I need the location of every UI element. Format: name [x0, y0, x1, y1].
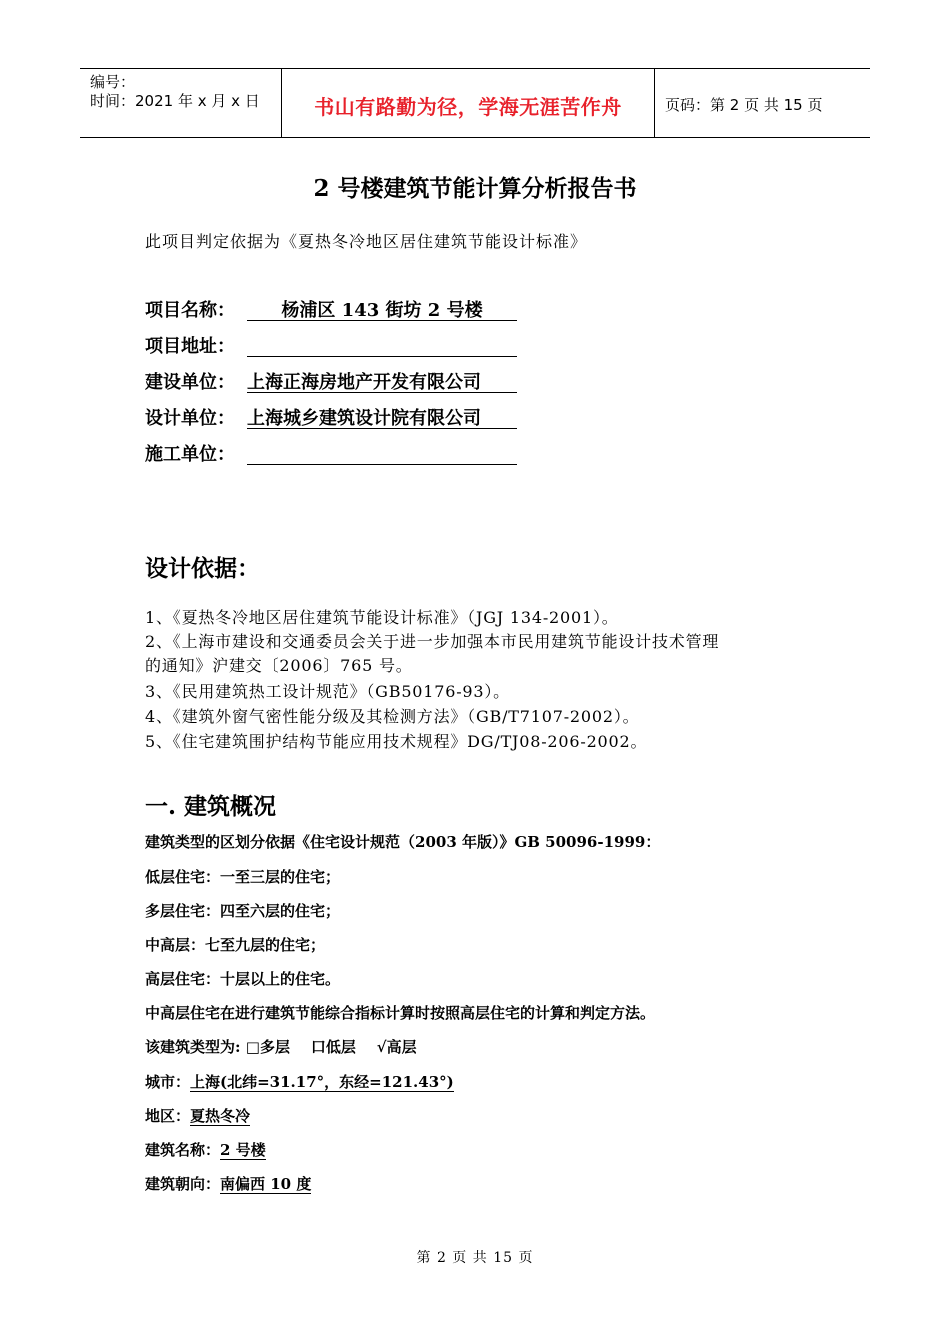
constructor-field [145, 440, 235, 466]
project-address-label: 项目地址： [145, 336, 235, 357]
project-name-field [145, 296, 483, 322]
type-option-multi: □多层 [245, 1038, 290, 1056]
document-title: 2 号楼建筑节能计算分析报告书 [313, 175, 637, 202]
basis-item-5: 5、《住宅建筑围护结构节能应用技术规程》DG/TJ08-206-2002。 [145, 732, 648, 751]
building-name-label: 建筑名称： [145, 1141, 221, 1159]
building-name-value: 2 号楼 [220, 1141, 266, 1159]
mid-high-rise-line: 中高层：七至九层的住宅； [145, 936, 326, 954]
design-basis-heading: 设计依据： [145, 555, 260, 582]
header-motto-cell [281, 69, 655, 137]
region-value: 夏热冬冷 [190, 1107, 251, 1125]
low-rise-line: 低层住宅：一至三层的住宅； [145, 868, 341, 886]
builder-field [145, 368, 481, 394]
designer-value: 上海城乡建筑设计院有限公司 [247, 404, 517, 429]
building-name-line [145, 1139, 266, 1160]
city-label: 城市： [145, 1073, 191, 1091]
building-type-line [145, 1036, 417, 1057]
project-name-label: 项目名称： [145, 300, 235, 321]
classification-line: 建筑类型的区划分依据《住宅设计规范（2003 年版）》GB 50096-1999： [145, 833, 661, 851]
basis-item-3: 3、《民用建筑热工设计规范》（GB50176-93）。 [145, 682, 510, 701]
orientation-label: 建筑朝向： [145, 1175, 221, 1193]
basis-line: 此项目判定依据为《夏热冬冷地区居住建筑节能设计标准》 [145, 232, 588, 251]
header-table [80, 68, 870, 138]
basis-item-2-cont: 的通知》沪建交〔2006〕765 号。 [145, 656, 413, 675]
region-line [145, 1105, 250, 1126]
basis-item-4: 4、《建筑外窗气密性能分级及其检测方法》（GB/T7107-2002）。 [145, 707, 640, 726]
project-address-value [247, 332, 517, 357]
constructor-value [247, 440, 517, 465]
city-line [145, 1071, 454, 1092]
page-info: 页码：第 2 页 共 15 页 [665, 96, 823, 114]
designer-field [145, 404, 481, 430]
header-page-cell [655, 69, 870, 137]
header-meta-cell [80, 69, 280, 137]
project-name-value: 杨浦区 143 街坊 2 号楼 [247, 296, 517, 321]
region-label: 地区： [145, 1107, 191, 1125]
time-label: 时间：2021 年 x 月 x 日 [90, 92, 260, 110]
high-rise-line: 高层住宅：十层以上的住宅。 [145, 970, 341, 988]
orientation-value: 南偏西 10 度 [220, 1175, 312, 1193]
project-address-field [145, 332, 235, 358]
number-label: 编号： [90, 73, 136, 91]
multi-rise-line: 多层住宅：四至六层的住宅； [145, 902, 341, 920]
page-footer: 第 2 页 共 15 页 [416, 1250, 534, 1266]
type-option-low: 口低层 [310, 1038, 356, 1056]
mid-high-note: 中高层住宅在进行建筑节能综合指标计算时按照高层住宅的计算和判定方法。 [145, 1004, 656, 1022]
designer-label: 设计单位： [145, 408, 235, 429]
builder-label: 建设单位： [145, 372, 235, 393]
basis-item-1: 1、《夏热冬冷地区居住建筑节能设计标准》（JGJ 134-2001）。 [145, 608, 619, 627]
motto: 书山有路勤为径，学海无涯苦作舟 [314, 95, 622, 119]
city-value: 上海(北纬=31.17°，东经=121.43°) [190, 1073, 454, 1091]
type-option-high: √高层 [376, 1038, 417, 1056]
orientation-line [145, 1173, 311, 1194]
constructor-label: 施工单位： [145, 444, 235, 465]
basis-item-2: 2、《上海市建设和交通委员会关于进一步加强本市民用建筑节能设计技术管理 [145, 632, 720, 651]
overview-heading: 一. 建筑概况 [145, 793, 277, 820]
building-type-label: 该建筑类型为: [145, 1038, 246, 1056]
builder-value: 上海正海房地产开发有限公司 [247, 368, 517, 393]
